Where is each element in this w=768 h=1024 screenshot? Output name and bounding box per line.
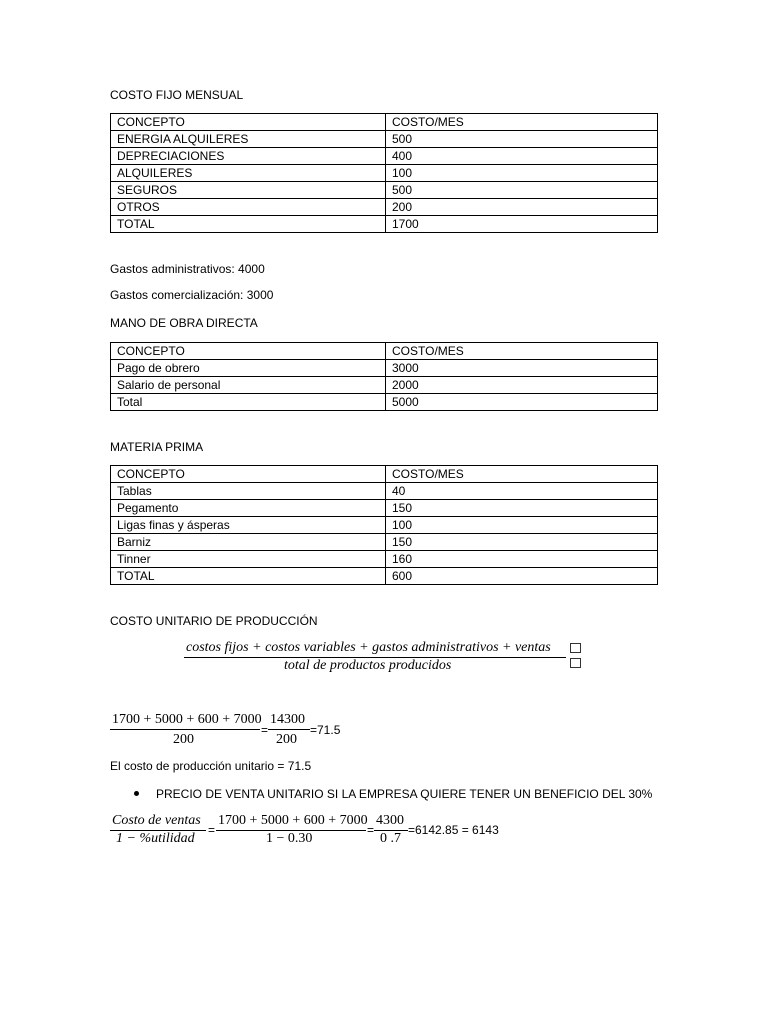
bullet-icon: [134, 791, 139, 796]
price-numerator-label: Costo de ventas: [112, 813, 201, 828]
table-row: [111, 216, 658, 233]
header-cost: COSTO/MES: [386, 343, 658, 360]
table-row: [111, 483, 658, 500]
table-row: [111, 568, 658, 585]
cell-concept: Total: [111, 394, 386, 411]
cell-concept: OTROS: [111, 199, 386, 216]
cell-concept: Ligas finas y ásperas: [111, 517, 386, 534]
materials-table: [110, 465, 658, 585]
calc-denominator: 200: [173, 732, 194, 747]
header-cost: COSTO/MES: [386, 466, 658, 483]
table-header-row: [111, 114, 658, 131]
price-numerator-sum: 1700 + 5000 + 600 + 7000: [218, 813, 368, 828]
placeholder-box-icon: [570, 643, 581, 653]
cell-concept: Pago de obrero: [111, 360, 386, 377]
cell-cost: 150: [386, 534, 658, 551]
cell-cost: 600: [386, 568, 658, 585]
cell-cost: 160: [386, 551, 658, 568]
fixed-cost-heading: COSTO FIJO MENSUAL: [110, 88, 244, 102]
price-denominator-ratio: 0 .7: [380, 831, 401, 846]
price-denominator-value: 1 − 0.30: [266, 831, 313, 846]
cell-concept: TOTAL: [111, 568, 386, 585]
labor-heading: MANO DE OBRA DIRECTA: [110, 316, 258, 330]
cell-concept: SEGUROS: [111, 182, 386, 199]
cell-cost: 400: [386, 148, 658, 165]
cell-cost: 2000: [386, 377, 658, 394]
calc-result: =71.5: [310, 723, 341, 737]
cell-cost: 500: [386, 131, 658, 148]
cell-cost: 40: [386, 483, 658, 500]
table-row: [111, 131, 658, 148]
table-row: [111, 500, 658, 517]
table-row: [111, 148, 658, 165]
formula-numerator: costos fijos + costos variables + gastos administrativos + ventas: [186, 640, 551, 655]
table-row: [111, 199, 658, 216]
header-cost: COSTO/MES: [386, 114, 658, 131]
cell-concept: DEPRECIACIONES: [111, 148, 386, 165]
placeholder-box-icon: [570, 658, 581, 668]
cell-concept: TOTAL: [111, 216, 386, 233]
calc-numerator-sum: 1700 + 5000 + 600 + 7000: [112, 712, 262, 727]
cell-cost: 100: [386, 165, 658, 182]
formula-denominator: total de productos producidos: [284, 658, 452, 673]
table-header-row: [111, 343, 658, 360]
table-row: [111, 165, 658, 182]
price-denominator-label: 1 − %utilidad: [116, 831, 195, 846]
admin-expenses-text: Gastos administrativos: 4000: [110, 262, 265, 276]
table-row: [111, 360, 658, 377]
header-concept: CONCEPTO: [111, 466, 386, 483]
cell-cost: 500: [386, 182, 658, 199]
cell-cost: 200: [386, 199, 658, 216]
table-row: [111, 534, 658, 551]
table-row: [111, 377, 658, 394]
cell-concept: Pegamento: [111, 500, 386, 517]
cell-cost: 3000: [386, 360, 658, 377]
cell-concept: ALQUILERES: [111, 165, 386, 182]
price-equals-2: =: [367, 823, 375, 837]
table-header-row: [111, 466, 658, 483]
unit-cost-heading: COSTO UNITARIO DE PRODUCCIÓN: [110, 614, 318, 628]
calc-equals: =: [261, 723, 269, 737]
commercial-expenses-text: Gastos comercialización: 3000: [110, 288, 274, 302]
header-concept: CONCEPTO: [111, 114, 386, 131]
calc-fraction-line: [110, 729, 260, 730]
calc-denominator-2: 200: [276, 732, 297, 747]
cell-cost: 5000: [386, 394, 658, 411]
cell-concept: Salario de personal: [111, 377, 386, 394]
materials-heading: MATERIA PRIMA: [110, 440, 204, 454]
cell-concept: Tablas: [111, 483, 386, 500]
table-row: [111, 551, 658, 568]
cell-concept: ENERGIA ALQUILERES: [111, 131, 386, 148]
calc-fraction-line-2: [268, 729, 310, 730]
calc-numerator-total: 14300: [270, 712, 305, 727]
cell-concept: Barniz: [111, 534, 386, 551]
cell-cost: 1700: [386, 216, 658, 233]
header-concept: CONCEPTO: [111, 343, 386, 360]
table-row: [111, 182, 658, 199]
labor-table: [110, 342, 658, 411]
fixed-cost-table: [110, 113, 658, 233]
price-result: =6142.85 = 6143: [408, 823, 499, 837]
cell-cost: 150: [386, 500, 658, 517]
table-row: [111, 517, 658, 534]
price-equals-1: =: [208, 823, 216, 837]
unit-cost-conclusion: El costo de producción unitario = 71.5: [110, 759, 312, 773]
cell-concept: Tinner: [111, 551, 386, 568]
sale-price-heading: PRECIO DE VENTA UNITARIO SI LA EMPRESA QUIERE TENER UN BENEFICIO DEL 30%: [156, 787, 653, 801]
cell-cost: 100: [386, 517, 658, 534]
table-row: [111, 394, 658, 411]
price-numerator-total: 4300: [376, 813, 404, 828]
